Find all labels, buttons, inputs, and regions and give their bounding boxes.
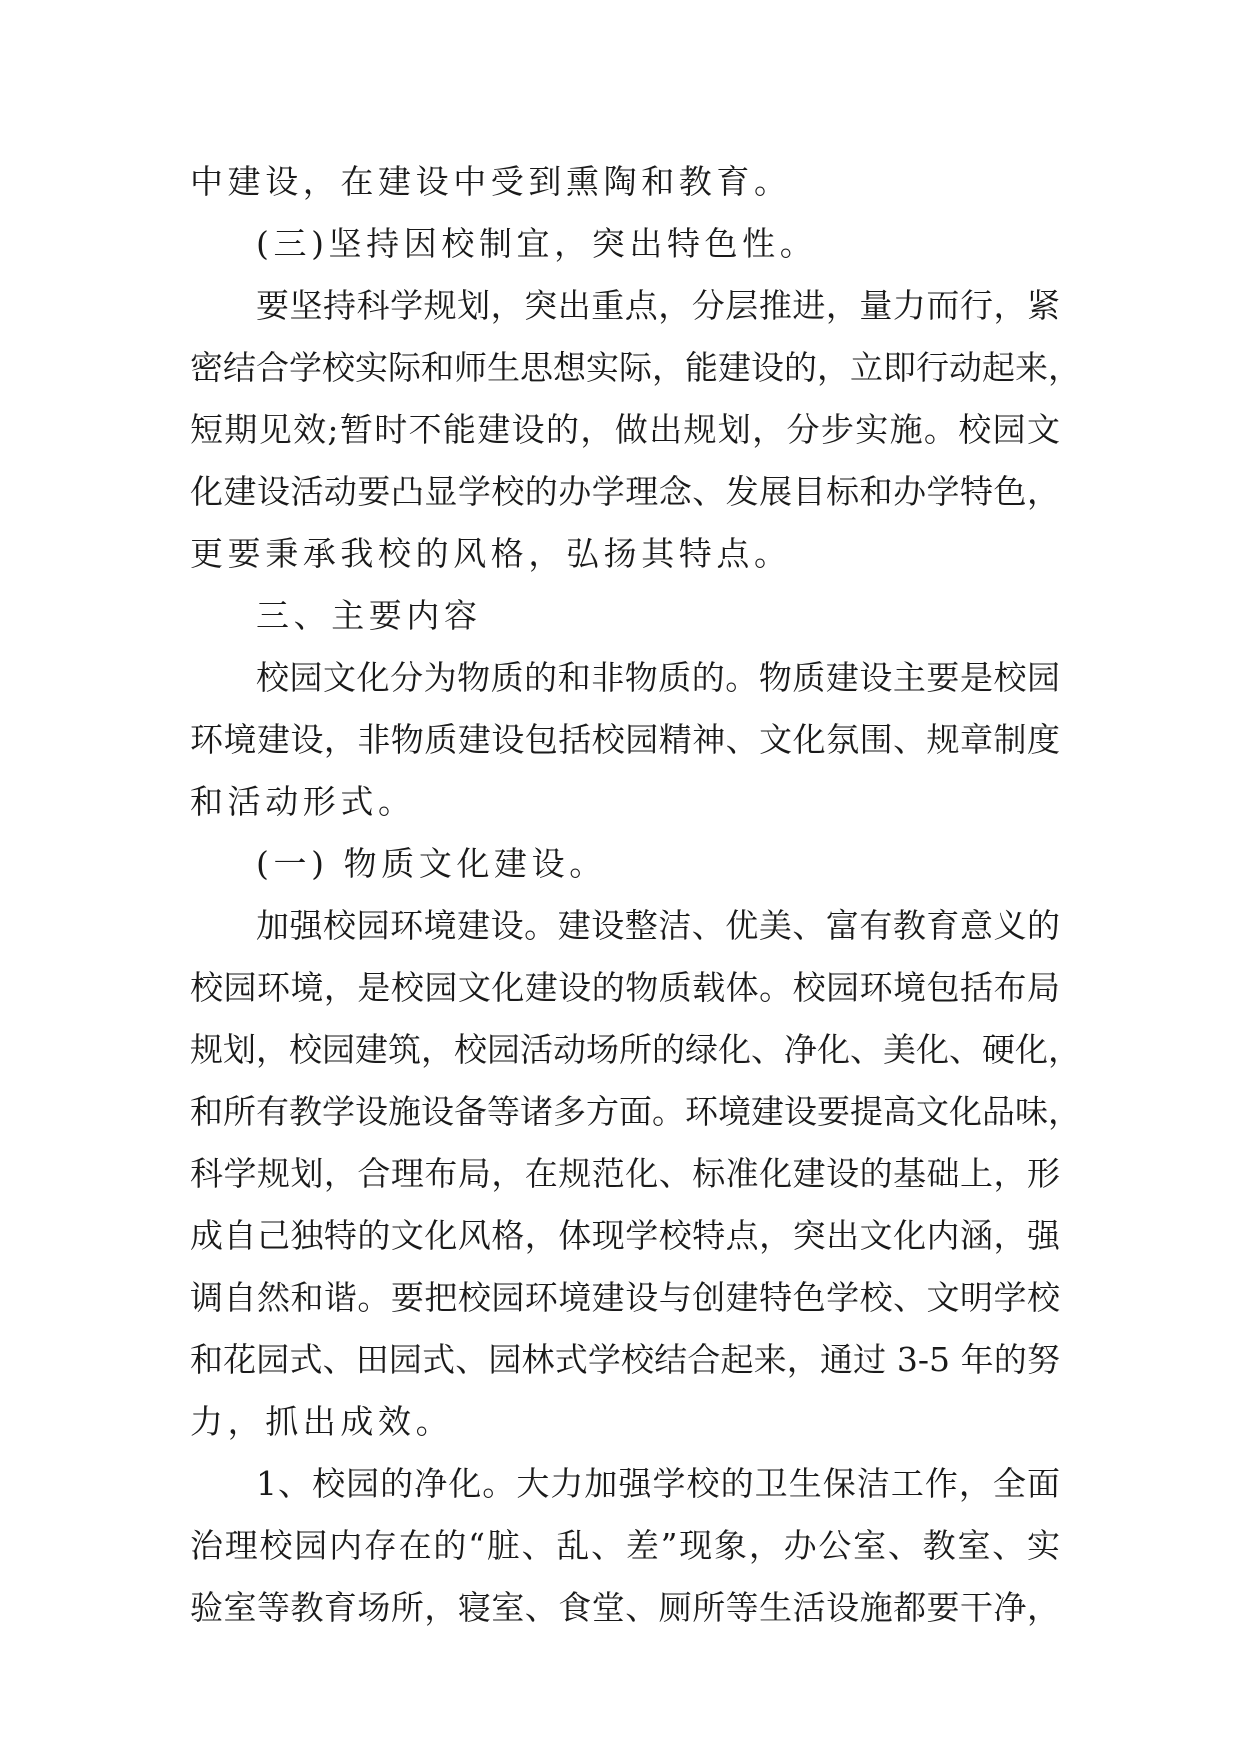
section-heading: (三)坚持因校制宜，突出特色性。 <box>256 224 818 263</box>
section-heading: 三、主要内容 <box>256 596 482 635</box>
text-line: 短期见效;暂时不能建设的，做出规划，分步实施。校园文 <box>190 410 1060 449</box>
text-line: 加强校园环境建设。建设整洁、优美、富有教育意义的 <box>256 906 1060 945</box>
text-line: 化建设活动要凸显学校的办学理念、发展目标和办学特色， <box>190 472 1060 511</box>
text-line: 中建设，在建设中受到熏陶和教育。 <box>190 162 792 201</box>
text-line: 科学规划，合理布局，在规范化、标准化建设的基础上，形 <box>190 1154 1060 1193</box>
text-line: 规划，校园建筑，校园活动场所的绿化、净化、美化、硬化， <box>190 1030 1081 1069</box>
text-line: 1、校园的净化。大力加强学校的卫生保洁工作，全面 <box>256 1464 1060 1503</box>
text-line: 要坚持科学规划，突出重点，分层推进，量力而行，紧 <box>256 286 1060 325</box>
text-line: 环境建设，非物质建设包括校园精神、文化氛围、规章制度 <box>190 720 1060 759</box>
text-line: 治理校园内存在的“脏、乱、差”现象，办公室、教室、实 <box>190 1526 1060 1565</box>
text-line: 和花园式、田园式、园林式学校结合起来，通过 3-5 年的努 <box>190 1340 1060 1379</box>
text-line: 验室等教育场所，寝室、食堂、厕所等生活设施都要干净， <box>190 1588 1060 1627</box>
text-line: 和活动形式。 <box>190 782 416 821</box>
text-line: 调自然和谐。要把校园环境建设与创建特色学校、文明学校 <box>190 1278 1060 1317</box>
text-line: 力，抓出成效。 <box>190 1402 454 1441</box>
text-line: 更要秉承我校的风格，弘扬其特点。 <box>190 534 792 573</box>
text-line: 和所有教学设施设备等诸多方面。环境建设要提高文化品味， <box>190 1092 1081 1131</box>
text-line: 成自己独特的文化风格，体现学校特点，突出文化内涵，强 <box>190 1216 1060 1255</box>
section-heading: (一) 物质文化建设。 <box>256 844 607 883</box>
text-line: 校园文化分为物质的和非物质的。物质建设主要是校园 <box>256 658 1060 697</box>
text-line: 校园环境，是校园文化建设的物质载体。校园环境包括布局 <box>190 968 1060 1007</box>
text-line: 密结合学校实际和师生思想实际，能建设的，立即行动起来， <box>190 348 1081 387</box>
